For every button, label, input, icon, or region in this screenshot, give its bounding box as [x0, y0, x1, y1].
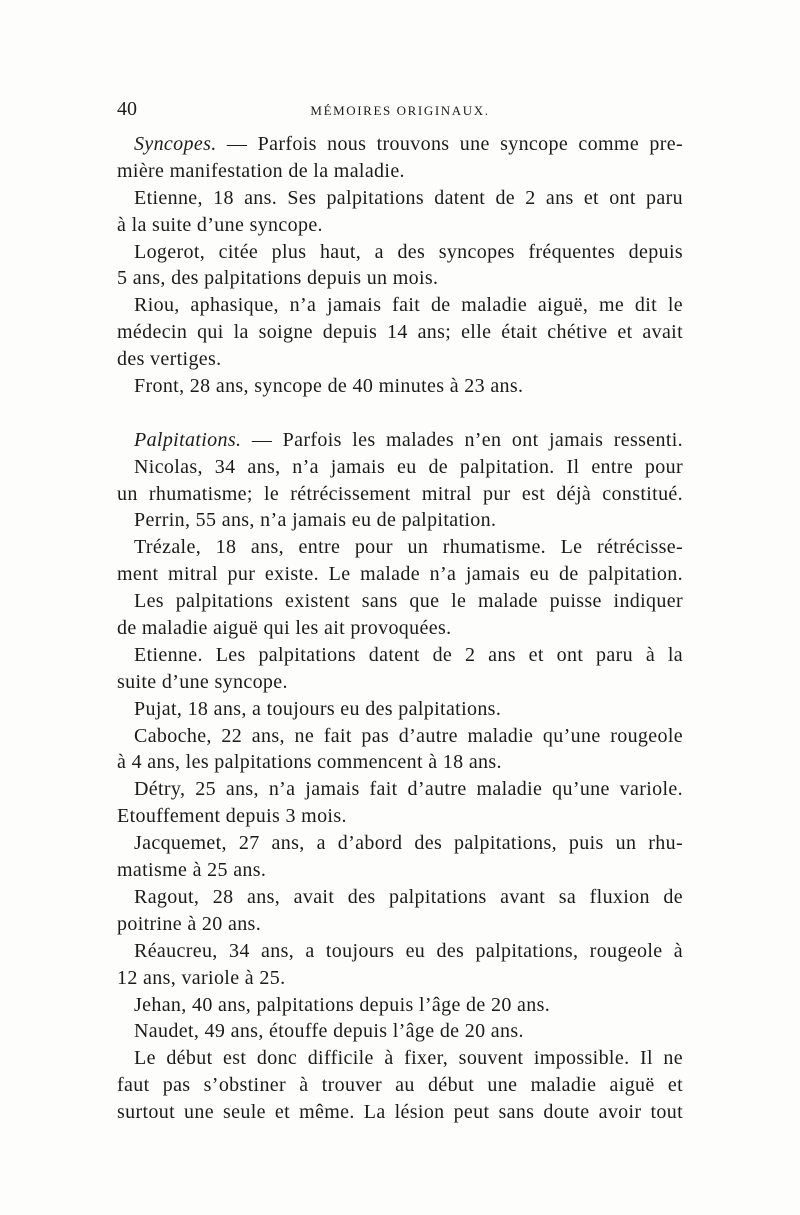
text-line: suite d’une syncope.: [117, 670, 288, 693]
text-line: Le début est donc difficile à fixer, souvent impossible. Il ne: [134, 1047, 683, 1070]
text-line: [117, 131, 683, 158]
text-line: Détry, 25 ans, n’a jamais fait d’autre maladie qu’une variole.: [134, 778, 683, 801]
paragraph: [117, 938, 683, 992]
text-line: Etouffement depuis 3 mois.: [117, 805, 347, 828]
text-line: à la suite d’une syncope.: [117, 213, 323, 236]
paragraph: [117, 696, 683, 723]
text-line: un rhumatisme; le rétrécissement mitral pur est déjà constitué.: [117, 482, 683, 505]
text-line: Front, 28 ans, syncope de 40 minutes à 23 ans.: [134, 375, 524, 398]
text-line: Jehan, 40 ans, palpitations depuis l’âge de 20 ans.: [134, 993, 551, 1016]
paragraph: [117, 992, 683, 1019]
text-line: Naudet, 49 ans, étouffe depuis l’âge de 20 ans.: [134, 1020, 524, 1043]
paragraph: [117, 1045, 683, 1126]
text-line: poitrine à 20 ans.: [117, 912, 262, 935]
text-line: médecin qui la soigne depuis 14 ans; elle était chétive et avait: [117, 321, 683, 344]
text-line: mière manifestation de la maladie.: [117, 159, 405, 182]
text-line: surtout une seule et même. La lésion peut sans doute avoir tout: [117, 1101, 683, 1124]
running-title: MÉMOIRES ORIGINAUX.: [310, 103, 490, 118]
text-line: Nicolas, 34 ans, n’a jamais eu de palpitation. Il entre pour: [134, 455, 683, 478]
paragraph: [117, 723, 683, 777]
page-header: [117, 95, 683, 123]
paragraph: [117, 776, 683, 830]
text-line: Etienne. Les palpitations datent de 2 ans et ont paru à la: [134, 643, 683, 666]
paragraph: [117, 239, 683, 293]
text-line: 12 ans, variole à 25.: [117, 966, 286, 989]
text-line: des vertiges.: [117, 348, 222, 371]
text-line: 5 ans, des palpitations depuis un mois.: [117, 267, 439, 290]
body-text: [117, 131, 683, 1126]
text-line: de maladie aiguë qui les ait provoquées.: [117, 617, 452, 640]
text-line: Perrin, 55 ans, n’a jamais eu de palpitation.: [134, 509, 497, 532]
paragraph: [117, 427, 683, 454]
paragraph: [117, 373, 683, 400]
paragraph: [117, 454, 683, 508]
text-line: matisme à 25 ans.: [117, 859, 267, 882]
text-line: faut pas s’obstiner à trouver au début une maladie aiguë et: [117, 1074, 683, 1097]
paragraph: [117, 1018, 683, 1045]
paragraph: [117, 131, 683, 185]
page-number: 40: [117, 98, 137, 120]
paragraph: [117, 534, 683, 588]
paragraph: [117, 642, 683, 696]
paragraph: [117, 830, 683, 884]
text-line: Jacquemet, 27 ans, a d’abord des palpitations, puis un rhu-: [134, 832, 683, 855]
section-syncopes: [117, 131, 683, 400]
text-line: Caboche, 22 ans, ne fait pas d’autre maladie qu’une rougeole: [134, 724, 683, 747]
text-line: [117, 427, 683, 454]
text-line: Riou, aphasique, n’a jamais fait de maladie aiguë, me dit le: [134, 294, 683, 317]
section-heading-palpitations: Palpitations.: [134, 428, 242, 451]
text-line: Trézale, 18 ans, entre pour un rhumatisme. Le rétrécisse-: [134, 536, 683, 559]
text-line: Etienne, 18 ans. Ses palpitations datent de 2 ans et ont paru: [134, 186, 683, 209]
paragraph: [117, 884, 683, 938]
section-gap: [117, 400, 683, 427]
text-line: Logerot, citée plus haut, a des syncopes fréquentes depuis: [134, 240, 683, 263]
paragraph: [117, 292, 683, 373]
text-line: Pujat, 18 ans, a toujours eu des palpitations.: [134, 697, 502, 720]
paragraph: [117, 588, 683, 642]
section-heading-syncopes: Syncopes.: [134, 133, 217, 155]
text-run: — Parfois nous trouvons une syncope comme pre-: [216, 133, 683, 155]
paragraph: [117, 507, 683, 534]
section-palpitations: [117, 427, 683, 1126]
text-line: Les palpitations existent sans que le malade puisse indiquer: [134, 590, 683, 613]
text-run: — Parfois les malades n’en ont jamais ressenti.: [241, 428, 683, 451]
text-line: à 4 ans, les palpitations commencent à 18 ans.: [117, 751, 502, 774]
text-line: ment mitral pur existe. Le malade n’a jamais eu de palpitation.: [117, 563, 683, 586]
text-line: Ragout, 28 ans, avait des palpitations avant sa fluxion de: [134, 885, 683, 908]
text-line: Réaucreu, 34 ans, a toujours eu des palpitations, rougeole à: [134, 939, 683, 962]
paragraph: [117, 185, 683, 239]
